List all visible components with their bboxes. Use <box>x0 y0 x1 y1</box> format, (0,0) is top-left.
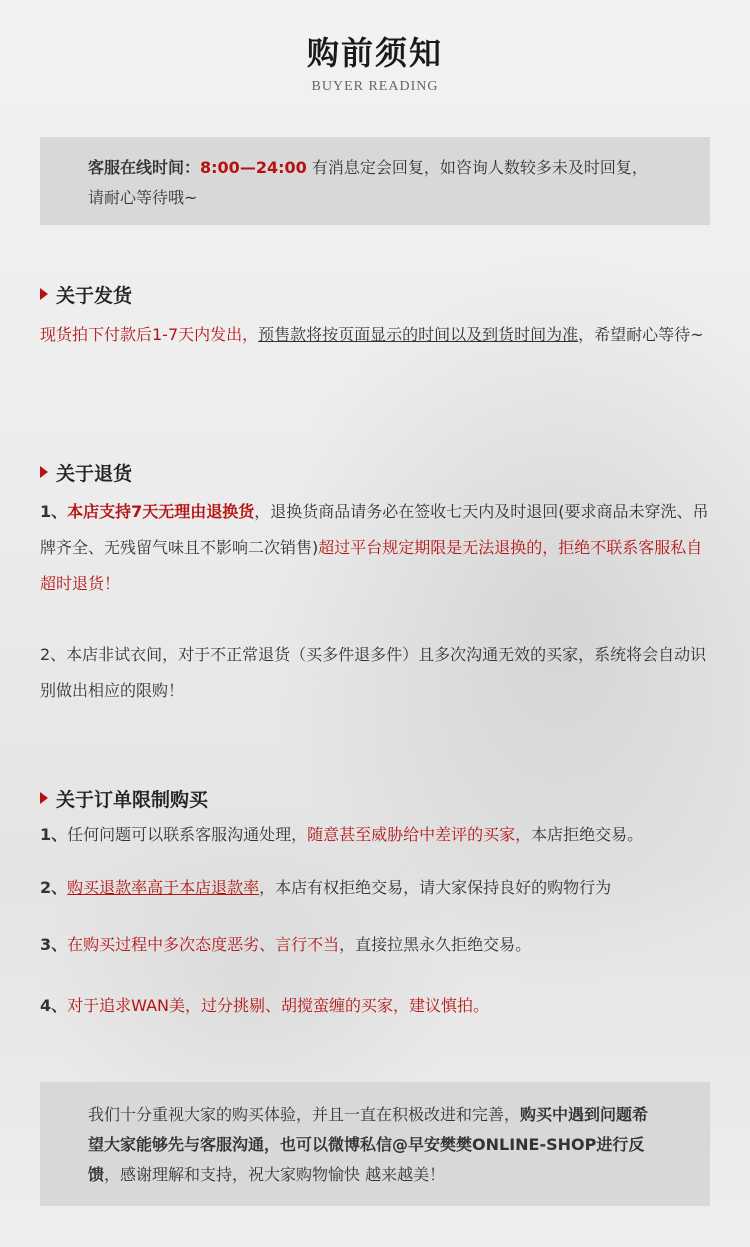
closing-note-tail: ，感谢理解和支持，祝大家购物愉快 越来越美！ <box>104 1165 446 1184</box>
triangle-bullet-icon <box>40 466 48 478</box>
returns-item-2: 2、本店非试衣间，对于不正常退货（买多件退多件）且多次沟通无效的买家，系统将会自动识别做出相应的限购！ <box>40 645 707 700</box>
returns-item-1-red-text: 超过平台规定期限是无法退换的，拒绝不联系客服私自超时退货！ <box>40 538 703 593</box>
orders-item-1 <box>40 822 712 848</box>
section-title-orders-text: 关于订单限制购买 <box>56 789 209 811</box>
orders-item-2-number: 2、 <box>40 878 68 897</box>
orders-item-4-number: 4、 <box>40 996 68 1015</box>
service-hours-label: 客服在线时间： <box>88 158 201 177</box>
triangle-bullet-icon <box>40 792 48 804</box>
page-subtitle: BUYER READING <box>311 79 439 94</box>
triangle-bullet-icon <box>40 288 48 300</box>
returns-item-1-text: ，退换货商品请务必在签收七天内及时退回(要求商品未穿洗、吊牌齐全、无残留气味且不影响二次销售) <box>40 502 709 557</box>
orders-item-2 <box>40 875 712 901</box>
section-title-returns-text: 关于退货 <box>56 463 133 485</box>
service-hours-value: 8:00—24:00 <box>200 158 307 177</box>
shipping-red-text: 现货拍下付款后1-7天内发出， <box>40 325 259 344</box>
section-title-returns <box>40 459 132 486</box>
section-title-shipping-text: 关于发货 <box>56 285 133 307</box>
orders-item-3 <box>40 932 712 958</box>
orders-item-2-text: ，本店有权拒绝交易，请大家保持良好的购物行为 <box>259 878 612 897</box>
orders-item-2-red-text: 购买退款率高于本店退款率 <box>67 878 260 897</box>
section-title-orders <box>40 785 208 812</box>
service-hours-note: 有消息定会回复，如咨询人数较多未及时回复，请耐心等待哦~ <box>88 158 648 207</box>
returns-item-1 <box>40 494 712 602</box>
orders-item-3-text: ，直接拉黑永久拒绝交易。 <box>339 935 532 954</box>
orders-item-3-number: 3、 <box>40 935 68 954</box>
closing-note-text: 我们十分重视大家的购买体验，并且一直在积极改进和完善， <box>88 1105 521 1124</box>
orders-item-1-text-b: 本店拒绝交易。 <box>531 825 644 844</box>
orders-item-1-text-a: 任何问题可以联系客服沟通处理， <box>67 825 308 844</box>
shipping-underlined-text: 预售款将按页面显示的时间以及到货时间为准 <box>258 325 579 344</box>
closing-note-bold: 购买中遇到问题希望大家能够先与客服沟通，也可以微博私信@早安樊樊ONLINE-SHOP进行反馈 <box>88 1105 649 1184</box>
closing-note-box <box>40 1082 710 1206</box>
returns-item-1-number: 1、 <box>40 502 68 521</box>
page-title: 购前须知 <box>306 34 443 72</box>
shipping-tail-text: ，希望耐心等待~ <box>578 325 704 344</box>
orders-item-4 <box>40 993 712 1019</box>
orders-item-4-red-text: 对于追求WAN美，过分挑剔、胡搅蛮缠的买家，建议慎拍。 <box>67 996 490 1015</box>
orders-item-1-red-text: 随意甚至威胁给中差评的买家， <box>307 825 532 844</box>
service-hours-box <box>40 137 710 225</box>
orders-item-3-red-text: 在购买过程中多次态度恶劣、言行不当 <box>67 935 340 954</box>
returns-item-1-bold-red: 本店支持7天无理由退换货 <box>67 502 255 521</box>
orders-item-1-number: 1、 <box>40 825 68 844</box>
shipping-paragraph <box>40 317 712 353</box>
section-title-shipping <box>40 281 132 308</box>
